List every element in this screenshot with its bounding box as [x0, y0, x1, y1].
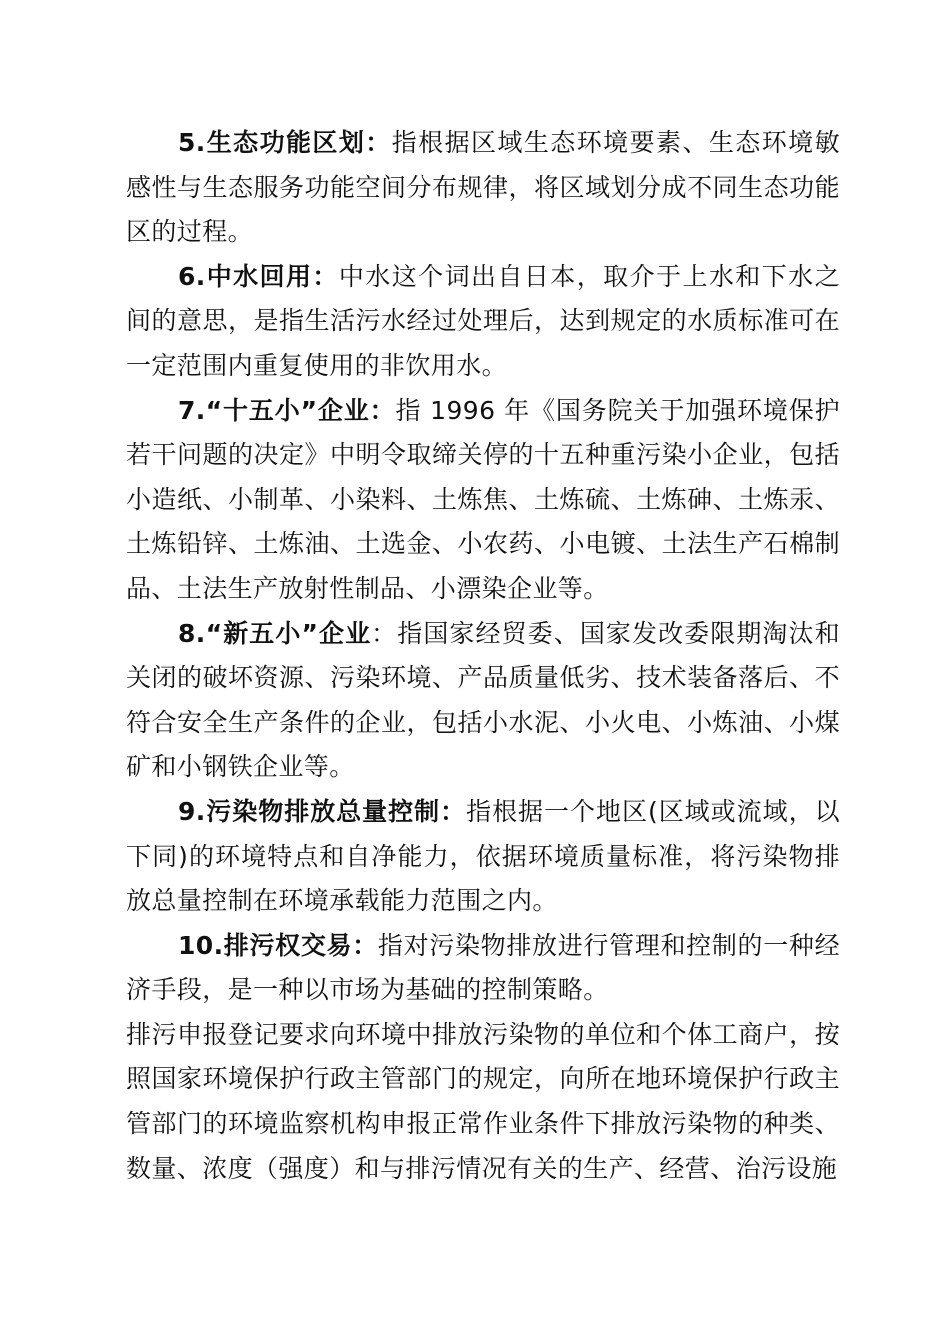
definition-text: 中水这个词出自日本，取介于上水和下水之间的意思，是指生活污水经过处理后，达到规定的水质标准可在一定范围内重复使用的非饮用水。: [126, 261, 840, 380]
definition-term: 10.排污权交易：: [178, 930, 378, 960]
definition-term: 6.中水回用：: [178, 261, 339, 291]
definition-total-emission-control: [126, 790, 840, 924]
definition-text: 指根据一个地区(区域或流域，以下同)的环境特点和自净能力，依据环境质量标准，将污染物排放总量控制在环境承载能力范围之内。: [126, 796, 840, 916]
definition-reclaimed-water-reuse: [126, 255, 840, 389]
definition-text: 指根据区域生态环境要素、生态环境敏感性与生态服务功能空间分布规律，将区域划分成不同生态功能区的过程。: [126, 128, 840, 247]
definition-term: 8.“新五小”企业: [178, 618, 372, 648]
definition-term: 9.污染物排放总量控制：: [178, 796, 467, 826]
definition-text: ：指国家经贸委、国家发改委限期淘汰和关闭的破坏资源、污染环境、产品质量低劣、技术装备落后、不符合安全生产条件的企业，包括小水泥、小火电、小炼油、小煤矿和小钢铁企业等。: [126, 618, 841, 782]
definition-term: 7.“十五小”企业：: [178, 395, 396, 425]
definition-new-five-small-enterprises: [126, 612, 840, 790]
definition-term: 5.生态功能区划：: [178, 128, 392, 157]
closing-paragraph: 排污申报登记要求向环境中排放污染物的单位和个体工商户，按照国家环境保护行政主管部门的规定，向所在地环境保护行政主管部门的环境监察机构申报正常作业条件下排放污染物的种类、数量、浓度（强度）和与排污情况有关的生产、经营、治污设施: [126, 1019, 840, 1183]
definition-emission-trading: [126, 924, 840, 1013]
definition-text: 指对污染物排放进行管理和控制的一种经济手段，是一种以市场为基础的控制策略。: [126, 930, 840, 1005]
definition-ecological-function-zoning: [126, 121, 840, 255]
definition-text: 指 1996 年《国务院关于加强环境保护若干问题的决定》中明令取缔关停的十五种重污染小企业，包括小造纸、小制革、小染料、土炼焦、土炼硫、土炼砷、土炼汞、土炼铅锌、土炼油、土选金、小农药、小电镀、土法生产石棉制品、土法生产放射性制品、小漂染企业等。: [126, 395, 840, 603]
document-body: [126, 121, 840, 1191]
definition-fifteen-small-enterprises: [126, 389, 840, 612]
